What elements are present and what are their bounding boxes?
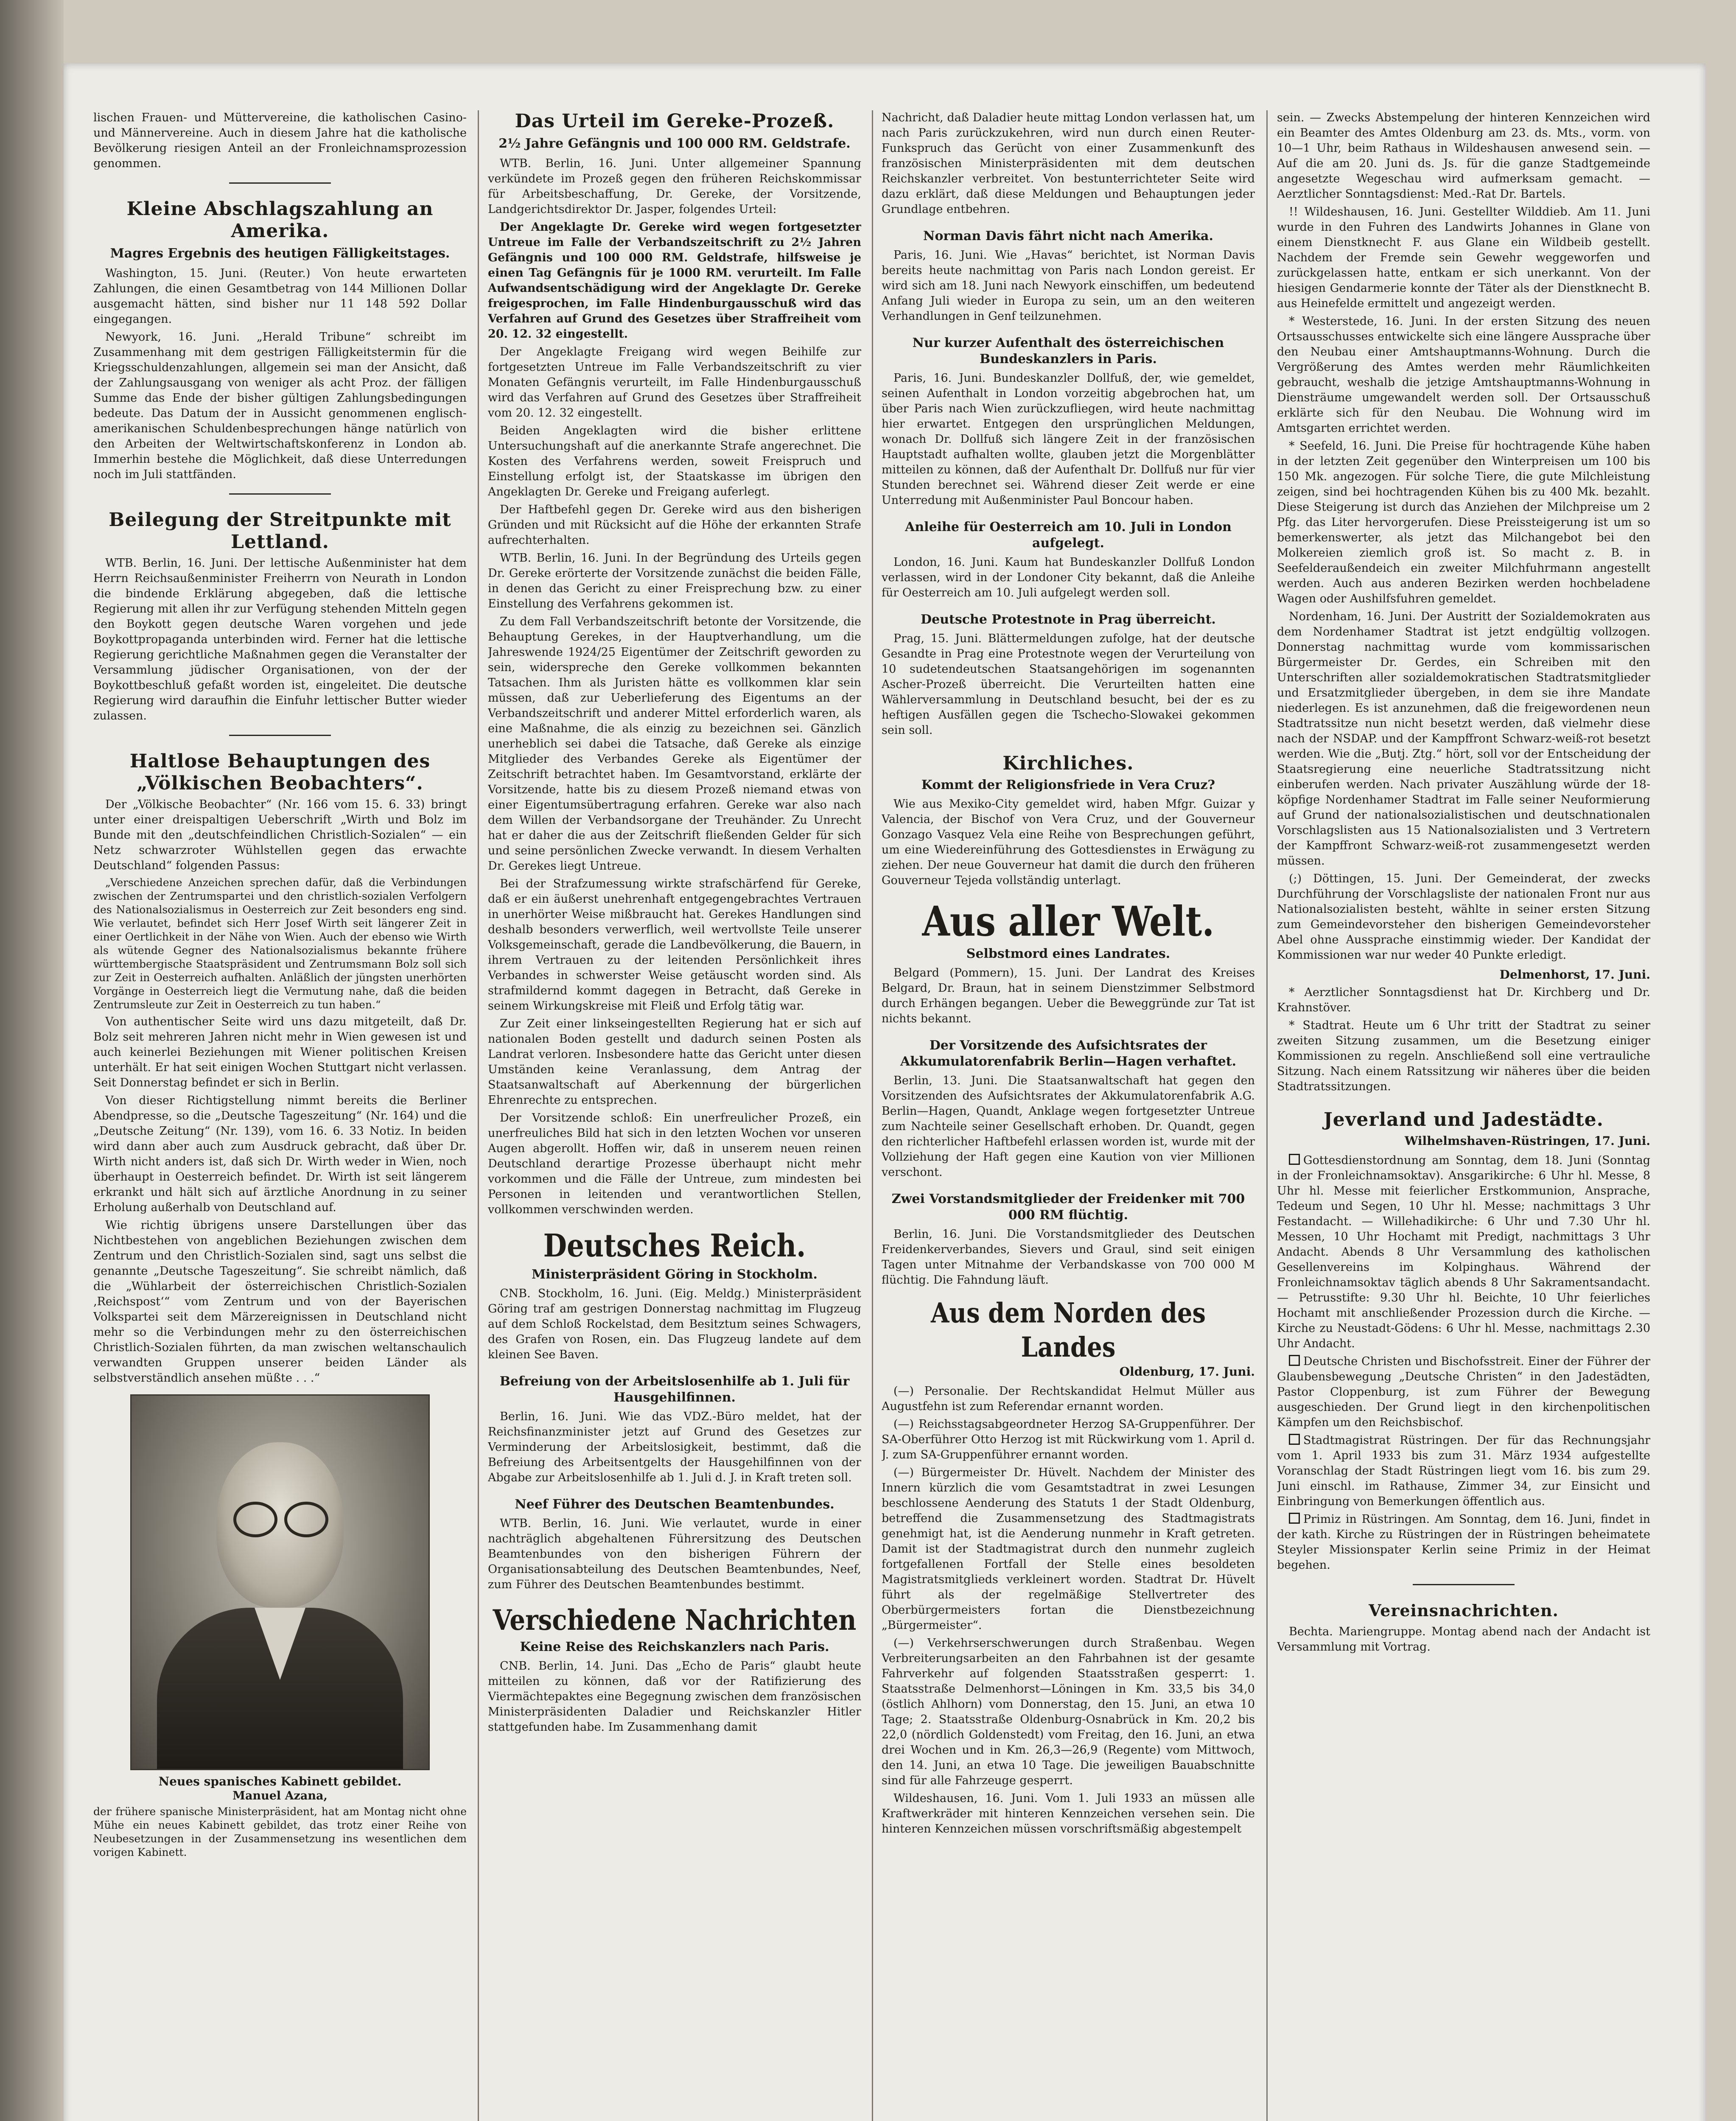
column-rule (1266, 110, 1268, 2121)
quoted-text: „Verschiedene Anzeichen sprechen dafür, daß die Verbindungen zwischen der Zentrumspartei und den christlich-sozialen Verfolgern des Nationalsozialismus in Oesterreich zur Zeit besonders eng sind. Wie verlautet, befindet sich Herr Josef Wirth seit längerer Zeit in einer Oertlichkeit in der Nähe von Wien. Auch der ebenso wie Wirth als wütende Gegner des Nationalsozialismus bekannte frühere württembergische Staatspräsident und Zentrumsmann Bolz soll sich zur Zeit in Oesterreich aufhalten. Anläßlich der jüngsten unerhörten Vorgänge in Oesterreich liegt die Vermutung nahe, daß die beiden Zentrumsleute zur Zeit in Oesterreich zu tun haben.“ (93, 876, 467, 1011)
newspaper-page (64, 64, 1705, 2121)
headline-lettland: Beilegung der Streitpunkte mit Lettland. (109, 509, 451, 553)
article-text: WTB. Berlin, 16. Juni. In der Begründung des Urteils gegen Dr. Gereke erörterte der Vorsitzende zunächst die beiden Fälle, in denen das Gericht zu einer Freisprechung bzw. zu einer Einstellung des Verfahrens gekommen ist. (488, 551, 861, 610)
article-text: * Stadtrat. Heute um 6 Uhr tritt der Stadtrat zu seiner zweiten Sitzung zusammen, um die Besetzung einiger Kommissionen zu regeln. Anschließend soll eine vertrauliche Sitzung. Nach einem Ratssitzung wir näheres über die beiden Stadtratssitzungen. (1277, 1019, 1650, 1093)
headline-gereke: Das Urteil im Gereke-Prozeß. (515, 110, 834, 132)
article-text: London, 16. Juni. Kaum hat Bundeskanzler Dollfuß London verlassen, wird in der Londoner City bekannt, daß die Anleihe für Oesterreich am 10. Juli aufgelegt werden soll. (882, 556, 1255, 599)
article-text: Von authentischer Seite wird uns dazu mitgeteilt, daß Dr. Bolz seit mehreren Jahren nicht mehr in Wien gewesen ist und auch keinerlei Beziehungen mit Wiener politischen Kreisen unterhält. Er hat seit einigen Wochen Stuttgart nicht verlassen. Seit Donnerstag befindet er sich in Berlin. (93, 1015, 467, 1089)
dateline: Delmenhorst, 17. Juni. (1499, 968, 1650, 982)
column-rule (872, 110, 873, 2121)
article-text: Berlin, 16. Juni. Wie das VDZ.-Büro meldet, hat der Reichsfinanzminister jetzt auf Grund des Gesetzes zur Verminderung der Arbeitslosigkeit, bestimmt, daß die Befreiung des Arbeitsentgelts der Hausgehilfinnen von der Abgabe zur Arbeitslosenhilfe ab 1. Juli d. J. in Kraft treten soll. (488, 1410, 861, 1484)
article-text: Washington, 15. Juni. (Reuter.) Von heute erwarteten Zahlungen, die einen Gesamtbetrag von 144 Millionen Dollar ausgemacht hätten, sind bisher nur 11 148 592 Dollar eingegangen. (93, 267, 467, 326)
photo-name: Manuel Azana, (232, 1789, 328, 1802)
bullet-box-icon (1289, 1513, 1300, 1524)
headline-goering: Ministerpräsident Göring in Stockholm. (532, 1267, 818, 1282)
bullet-box-icon (1289, 1434, 1300, 1445)
dateline: Oldenburg, 17. Juni. (1119, 1365, 1255, 1379)
article-text: Bei der Strafzumessung wirkte strafschärfend für Gereke, daß er ein äußerst unehrenhaft entgegengebrachtes Vertrauen in unerhörter Weise mißbraucht hat. Gerekes Handlungen sind deshalb besonders verwerflich, weil wertvollste Teile unserer Volksgemeinschaft, gerade die Landbevölkerung, die Bauern, in ihrem Vertrauen zu der leitenden Persönlichkeit ihres Verbandes in schwerster Weise getäuscht worden sind. Als strafmildernd kommt dagegen in Betracht, daß Gereke in seinem Wirkungskreise mit Fleiß und Erfolg tätig war. (488, 877, 861, 1013)
glasses-right (284, 1502, 328, 1537)
article-text: Paris, 16. Juni. Bundeskanzler Dollfuß, der, wie gemeldet, seinen Aufenthalt in London vorzeitig abgebrochen hat, um über Paris nach Wien zurückzufliegen, wird heute nachmittag hier erwartet. Entgegen den ursprünglichen Meldungen, wonach Dr. Dollfuß sich längere Zeit in der französischen Hauptstadt aufhalten wollte, glauben jetzt die Morgenblätter mitteilen zu können, daß der Aufenthalt Dr. Dollfuß nur für vier Stunden berechnet sei. Während dieser Zeit werde er eine Unterredung mit Außenminister Paul Boncour haben. (882, 372, 1255, 507)
headline-amerika: Kleine Abschlagszahlung an Amerika. (126, 198, 434, 242)
article-text: (—) Bürgermeister Dr. Hüvelt. Nachdem der Minister des Innern kürzlich die vom Gesamtstadtrat in zwei Lesungen beschlossene Aenderung des Statuts 1 der Stadt Oldenburg, betreffend die Zusammensetzung des Stadtmagistrats genehmigt hat, ist die Aenderung nunmehr in Kraft getreten. Damit ist der Stadtmagistrat durch den nunmehr zugleich fortgefallenen Fortfall der Stelle eines besoldeten Magistratsmitglieds verkleinert worden. Stadtrat Dr. Hüvelt führt als der regelmäßige Stellvertreter des Oberbürgermeisters fortan die Dienstbezeichnung „Bürgermeister“. (882, 1466, 1255, 1632)
section-kirchliches: Kirchliches. (1002, 753, 1134, 774)
article-text: !! Wildeshausen, 16. Juni. Gestellter Wilddieb. Am 11. Juni wurde in den Fuhren des Landwirts Johannes in Glane von einem Dienstknecht F. aus Glane ein Wildbeib gestellt. Nachdem der Fremde sein Gewehr weggeworfen und zurückgelassen hatte, entkam er sich unerkannt. Von der hiesigen Gendarmerie konnte der Täter als der Dienstknecht B. aus Heinefelde ermittelt und angezeigt werden. (1277, 205, 1650, 310)
verdict-text: Der Angeklagte Dr. Gereke wird wegen fortgesetzter Untreue im Falle der Verbandszeitschrift zu 2½ Jahren Gefängnis und 100 000 RM. Geldstrafe, hilfsweise je einen Tag Gefängnis für je 1000 RM. verurteilt. Im Falle Aufwandsentschädigung wird der Angeklagte Dr. Gereke freigesprochen, im Falle Hindenburgausschuß wird das Verfahren auf Grund des Gesetzes über Straffreiheit vom 20. 12. 32 eingestellt. (488, 221, 861, 341)
article-text: Der Angeklagte Freigang wird wegen Beihilfe zur fortgesetzten Untreue im Falle Verbandszeitschrift zu vier Monaten Gefängnis verurteilt, im Falle Hindenburgausschuß wird das Verfahren auf Grund des Gesetzes über Straffreiheit vom 20. 12. 32 eingestellt. (488, 345, 861, 420)
article-text: WTB. Berlin, 16. Juni. Unter allgemeiner Spannung verkündete im Prozeß gegen den früheren Reichskommissar für Arbeitsbeschaffung, Dr. Gereke, der Vorsitzende, Landgerichtsdirektor Dr. Jasper, folgendes Urteil: (488, 157, 861, 216)
article-text: Paris, 16. Juni. Wie „Havas“ berichtet, ist Norman Davis bereits heute nachmittag von Paris nach London gereist. Er wird sich am 18. Juni nach Newyork einschiffen, um bedeutend Anfang Juli wieder in Europa zu sein, um an den weiteren Verhandlungen in Genf teilzunehmen. (882, 249, 1255, 323)
book-binding (0, 0, 64, 2121)
article-text: Wildeshausen, 16. Juni. Vom 1. Juli 1933 an müssen alle Kraftwerkräder mit hinteren Kennzeichen versehen sein. Die hinteren Kennzeichen müssen vorschriftsmäßig abgestempelt (882, 1792, 1255, 1836)
column-4 (1277, 110, 1650, 2121)
section-vereinsnachrichten: Vereinsnachrichten. (1369, 1601, 1559, 1620)
article-text: Der „Völkische Beobachter“ (Nr. 166 vom 15. 6. 33) bringt unter einer dreispaltigen Ueberschrift „Wirth und Bolz im Bunde mit den „deutschfeindlichen Christlich-Sozialen“ — ein Netz schwarzroter Wühlstellen gegen das erwachte Deutschland“ folgenden Passus: (93, 798, 467, 872)
article-text: (—) Personalie. Der Rechtskandidat Helmut Müller aus Augustfehn ist zum Referendar ernannt worden. (882, 1385, 1255, 1413)
article-text: Prag, 15. Juni. Blättermeldungen zufolge, hat der deutsche Gesandte in Prag eine Protestnote wegen der Verurteilung von 10 sudetendeutschen Staatsangehörigen im sogenannten Ascher-Prozeß überreicht. Die Verurteilten hatten eine Wählerversammlung in Deutschland besucht, bei der es zu heftigen Ausfällen gegen die Tschecho-Slowakei gekommen sein soll. (882, 632, 1255, 737)
headline-selbstmord: Selbstmord eines Landrates. (966, 946, 1170, 961)
divider (1413, 1584, 1515, 1585)
column-2 (488, 110, 861, 2121)
column-1 (93, 110, 467, 2121)
article-text: Der Vorsitzende schloß: Ein unerfreulicher Prozeß, ein unerfreuliches Bild hat sich in den letzten Wochen vor unseren Augen abgerollt. Hoffen wir, daß in unserem neuen reinen Deutschland derartige Prozesse überhaupt nicht mehr vorkommen und die Fälle der Untreue, zum mindesten bei Personen in leitenden und verantwortlichen Stellen, vollkommen verschwinden werden. (488, 1111, 861, 1216)
article-text: Beiden Angeklagten wird die bisher erlittene Untersuchungshaft auf die anerkannte Strafe angerechnet. Die Kosten des Verfahrens werden, soweit Freispruch und Einstellung erfolgt ist, der Staatskasse im übrigen den Angeklagten Dr. Gereke und Freigang auferlegt. (488, 424, 861, 498)
divider (229, 182, 331, 184)
article-text: Der Haftbefehl gegen Dr. Gereke wird aus den bisherigen Gründen und mit Rücksicht auf die Höhe der erkannten Strafe aufrechterhalten. (488, 503, 861, 547)
photo-caption: Neues spanisches Kabinett gebildet. (158, 1774, 402, 1788)
article-text: Wie richtig übrigens unsere Darstellungen über das Nichtbestehen von angeblichen Beziehungen zwischen dem Zentrum und den Christlich-Sozialen sind, sagt uns selbst die genannte „Deutsche Tageszeitung“. Sie schreibt nämlich, daß die „Wühlarbeit der österreichischen Christlich-Sozialen ‚Reichspost‘“ vom Zentrum und von der Bayerischen Volkspartei seit dem Märzereignissen in Deutschland nicht mehr so die Verbindungen mehr zu den österreichischen Christlich-Sozialen führten, da man zwischen weltanschaulich verwandten Gruppen unserer beiden Länder als selbstverständlich ansehen müßte . . .“ (93, 1219, 467, 1385)
headline-beamtenbund: Neef Führer des Deutschen Beamtenbundes. (515, 1497, 834, 1512)
article-text: sein. — Zwecks Abstempelung der hinteren Kennzeichen wird ein Beamter des Amtes Oldenburg am 23. ds. Mts., vorm. von 10—1 Uhr, beim Rathaus in Wildeshausen anwesend sein. — Auf die am 20. Juni ds. Js. für die ganze Stadtgemeinde angesetzte Wegeschau wird aufmerksam gemacht. — Aerztlicher Sonntagsdienst: Med.-Rat Dr. Bartels. (1277, 111, 1650, 201)
divider (229, 493, 331, 495)
section-deutsches-reich: Deutsches Reich. (543, 1228, 806, 1265)
section-verschiedene-nachrichten: Verschiedene Nachrichten (493, 1603, 857, 1637)
divider (229, 735, 331, 736)
section-aus-aller-welt: Aus aller Welt. (922, 897, 1215, 946)
section-jeverland: Jeverland und Jadestädte. (1323, 1109, 1604, 1130)
article-text: Zu dem Fall Verbandszeitschrift betonte der Vorsitzende, die Behauptung Gerekes, in der Hauptverhandlung, um die Jahreswende 1924/25 Eigentümer der Zeitschrift geworden zu sein, widerspreche den Gereke vollkommen bekannten Tatsachen. Ihm als Juristen hätte es vollkommen klar sein müssen, daß zur Ueberlieferung des Eigentums an der Verbandszeitschrift und anderer Mittel erforderlich waren, als eine Maßnahme, die als einzig zu bezeichnen sei. Gänzlich unerheblich sei dabei die Tatsache, daß Gereke als einzige Mitglieder des Verbandes Gereke als Eigentümer der Zeitschrift betrachtet haben. Im Gesamtvorstand, erklärte der Vorsitzende, hatte bis zu diesem Prozeß niemand etwas von einer Eigentumsübertragung erfahren. Gereke war also nach dem Willen der Verbandsorgane der Treuhänder. Zu Unrecht hat er daher die aus der Zeitschrift fließenden Gelder für sich und seine persönlichen Zwecke verwandt. In diesem Verhalten Dr. Gerekes liegt Untreue. (488, 615, 861, 873)
portrait-photo (130, 1394, 430, 1770)
article-text: * Aerztlicher Sonntagsdienst hat Dr. Kirchberg und Dr. Krahnstöver. (1277, 986, 1650, 1014)
article-text: CNB. Berlin, 14. Juni. Das „Echo de Paris“ glaubt heute mitteilen zu können, daß vor der Ratifizierung des Viermächtepaktes eine Begegnung zwischen dem französischen Ministerpräsidenten Daladier und Reichskanzler Hitler stattgefunden habe. Im Zusammenhang damit (488, 1659, 861, 1734)
article-text: Berlin, 16. Juni. Die Vorstandsmitglieder des Deutschen Freidenkerverbandes, Sievers und Graul, sind seit einigen Tagen unter Mitnahme der Verbandskasse von 700 000 M flüchtig. Die Fahndung läuft. (882, 1228, 1255, 1287)
column-3 (882, 110, 1255, 2121)
subheadline: Magres Ergebnis des heutigen Fälligkeitstages. (110, 246, 450, 261)
article-text: Nachricht, daß Daladier heute mittag London verlassen hat, um nach Paris zurückzukehren, wird nun durch einen Reuter-Funkspruch das Gerücht von einer Zusammenkunft des französischen Ministerpräsidenten mit dem deutschen Reichskanzler verbreitet. Von bestunterrichteter Seite wird dazu erklärt, daß diese Meldungen und Behauptungen jeder Grundlage entbehren. (882, 111, 1255, 216)
article-text: Primiz in Rüstringen. Am Sonntag, dem 16. Juni, findet in der kath. Kirche zu Rüstringen der in Rüstringen beheimatete Steyler Missionspater Kerlin seine Primiz in der Heimat begehen. (1277, 1513, 1650, 1572)
article-text: Newyork, 16. Juni. „Herald Tribune“ schreibt im Zusammenhang mit dem gestrigen Fälligkeitstermin für die Kriegsschuldenzahlungen, allgemein sei man der Ansicht, daß der Zahlungsausgang von weniger als acht Proz. der fälligen Summe das Ende der bisher gültigen Zahlungsbedingungen bedeute. Das Datum der in Aussicht genommenen englisch-amerikanischen Schuldenbesprechungen hänge natürlich von den Arbeiten der Weltwirtschaftskonferenz in London ab. Immerhin bestehe die Möglichkeit, daß diese Unterredungen noch im Juli stattfänden. (93, 330, 467, 481)
article-text: WTB. Berlin, 16. Juni. Der lettische Außenminister hat dem Herrn Reichsaußenminister Freiherrn von Neurath in London die bindende Erklärung abgegeben, daß die lettische Regierung mit allen ihr zur Verfügung stehenden Mitteln gegen den Boykott gegen deutsche Waren vorgehen und jede Boykottpropaganda unterbinden wird. Ferner hat die lettische Regierung gerichtliche Maßnahmen gegen die Veranstalter der Versammlung jüdischer Organisationen, von der der Boykottbeschluß gefaßt worden ist, eingeleitet. Die deutsche Regierung wird daraufhin die Einfuhr lettischer Butter wieder zulassen. (93, 557, 467, 722)
headline-vera-cruz: Kommt der Religionsfriede in Vera Cruz? (921, 778, 1215, 792)
dateline: Wilhelmshaven-Rüstringen, 17. Juni. (1404, 1134, 1650, 1148)
article-text: Von dieser Richtigstellung nimmt bereits die Berliner Abendpresse, so die „Deutsche Tageszeitung“ (Nr. 164) und die „Deutsche Zeitung“ (Nr. 139), vom 16. 6. 33 Notiz. In beiden wird dann aber auch zum Ausdruck gebracht, daß über Dr. Wirth nicht anders ist, daß sich Dr. Wirth weder in Wien, noch überhaupt in Oesterreich befindet. Dr. Wirth ist seit längerem erkrankt und hält sich auf ärztliche Anordnung in zu seiner Erholung außerhalb von Deutschland auf. (93, 1094, 467, 1214)
article-text: (—) Verkehrserschwerungen durch Straßenbau. Wegen Verbreiterungsarbeiten an den Fahrbahnen ist der gesamte Fahrverkehr auf folgenden Staatsstraßen gesperrt: 1. Staatsstraße Delmenhorst—Löningen in Km. 33,5 bis 34,0 (östlich Ahlhorn) vom Donnerstag, den 15. Juni, an etwa 10 Tage; 2. Staatsstraße Oldenburg-Osnabrück in Km. 20,2 bis 22,0 (nördlich Goldenstedt) vom Freitag, den 16. Juni, an etwa drei Wochen und in Km. 26,3—26,9 (Regente) vom Mittwoch, den 14. Juni, an etwa 10 Tage. Die jeweiligen Bauabschnitte sind für alle Fahrzeuge gesperrt. (882, 1637, 1255, 1787)
headline-haltlose-behauptungen: Haltlose Behauptungen des „Völkischen Beobachters“. (129, 750, 431, 794)
article-text: Zur Zeit einer linkseingestellten Regierung hat er sich auf nationalen Boden gestellt und dadurch seinen Posten als Landrat verloren. Insbesondere hatte das Gericht unter diesen Umständen keine Veranlassung, dem Antrag der Staatsanwaltschaft auf Aberkennung der bürgerlichen Ehrenrechte zu entsprechen. (488, 1017, 861, 1107)
bullet-box-icon (1289, 1355, 1300, 1366)
headline-prag: Deutsche Protestnote in Prag überreicht. (921, 612, 1216, 627)
column-rule (478, 110, 479, 2121)
headline-norman-davis: Norman Davis fährt nicht nach Amerika. (923, 229, 1213, 243)
article-text: Stadtmagistrat Rüstringen. Der für das Rechnungsjahr vom 1. April 1933 bis zum 31. März 1934 aufgestellte Voranschlag der Stadt Rüstringen liegt vom 16. bis zum 29. Juni einschl. im Rathause, Zimmer 34, zur Einsicht und Einbringung von Bemerkungen öffentlich aus. (1277, 1434, 1650, 1508)
article-text: Gottesdienstordnung am Sonntag, dem 18. Juni (Sonntag in der Fronleichnamsoktav). Ansgarikirche: 6 Uhr hl. Messe, 8 Uhr hl. Messe mit feierlicher Erstkommunion, Ansprache, Tedeum und Segen, 10 Uhr hl. Messe; nachmittags 3 Uhr Festandacht. — Willehadikirche: 6 Uhr und 7.30 Uhr hl. Messen, 10 Uhr Hochamt mit Predigt, nachmittags 3 Uhr Andacht. Abends 8 Uhr Versammlung des katholischen Gesellenvereins im Kolpinghaus. Während der Fronleichnamsoktav täglich abends 8 Uhr Sakramentsandacht. — Petrusstifte: 9.30 Uhr hl. Beichte, 10 Uhr feierliches Hochamt mit anschließender Prozession durch die Kirche. — Kirche zu Neustadt-Gödens: 6 Uhr hl. Messe, nachmittags 2.30 Uhr Andacht. (1277, 1154, 1650, 1350)
section-aus-dem-norden: Aus dem Norden des Landes (930, 1297, 1206, 1364)
bullet-box-icon (1289, 1154, 1300, 1165)
article-text: Nordenham, 16. Juni. Der Austritt der Sozialdemokraten aus dem Nordenhamer Stadtrat ist jetzt endgültig vollzogen. Donnerstag nachmittag wurde vom kommissarischen Bürgermeister Dr. Gerdes, ein Schreiben mit den Unterschriften aller sozialdemokratischen Stadtratsmitglieder und Ersatzmitglieder übergeben, in dem sie ihre Mandate niederlegen. Es ist anzunehmen, daß die freigewordenen neun Stadtratssitze nun nicht besetzt werden, daß vielmehr diese nach der NSDAP. und der Kampffront Schwarz-weiß-rot besetzt werden. Wie die „Butj. Ztg.“ hört, soll vor der Entscheidung der Staatsregierung eine neuerliche Stadtratssitzung nicht einberufen werden. Nach privater Auszählung würde der 18-köpfige Nordenhamer Stadtrat im Falle seiner Neuformierung auf Grund der nationalsozialistischen und deutschnationalen Vorschlagslisten aus 15 Nationalsozialisten und 3 Vertretern der Kampffront Schwarz-weiß-rot zusammengesetzt werden müssen. (1277, 610, 1650, 867)
article-text: Belgard (Pommern), 15. Juni. Der Landrat des Kreises Belgard, Dr. Braun, hat in seinem Dienstzimmer Selbstmord durch Erhängen begangen. Ueber die Beweggründe zur Tat ist nichts bekannt. (882, 966, 1255, 1025)
article-text: * Seefeld, 16. Juni. Die Preise für hochtragende Kühe haben in der letzten Zeit gegenüber den Winterpreisen um 100 bis 150 Mk. angezogen. Für solche Tiere, die gute Milchleistung zeigen, sind bei hochtragenden Kühen bis zu 400 Mk. bezahlt. Diese Steigerung ist durch das Anziehen der Milchpreise um 2 Pfg. das Liter hervorgerufen. Diese Preissteigerung ist um so bemerkenswerter, als jetzt das Milchangebot bei den Molkereien ziemlich groß ist. So macht z. B. in Seefelderaußendeich ein zweiter Milchfuhrmann angestellt werden. Auch aus anderen Bezirken werden hochbeladene Wagen oder Aushilfsfuhren gemeldet. (1277, 439, 1650, 605)
subheadline: 2½ Jahre Gefängnis und 100 000 RM. Geldstrafe. (498, 136, 851, 151)
article-text: WTB. Berlin, 16. Juni. Wie verlautet, wurde in einer nachträglich abgehaltenen Führersitzung des Deutschen Beamtenbundes von den bisherigen Führern der Organisationsabteilung des Deutschen Beamtenbundes, Neef, zum Führer des Deutschen Beamtenbundes bestimmt. (488, 1517, 861, 1591)
headline-dollfuss: Nur kurzer Aufenthalt des österreichischen Bundeskanzlers in Paris. (912, 336, 1224, 367)
headline-freidenker: Zwei Vorstandsmitglieder der Freidenker mit 700 000 RM flüchtig. (891, 1192, 1245, 1223)
headline-reise: Keine Reise des Reichskanzlers nach Paris. (520, 1640, 829, 1654)
glasses-left (233, 1502, 277, 1537)
article-text: Bechta. Mariengruppe. Montag abend nach der Andacht ist Versammlung mit Vortrag. (1277, 1625, 1650, 1654)
article-text: Berlin, 13. Juni. Die Staatsanwaltschaft hat gegen den Vorsitzenden des Aufsichtsrates der Akkumulatorenfabrik A.G. Berlin—Hagen, Quandt, Anklage wegen fortgesetzter Untreue zum Nachteile seiner Gesellschaft erhoben. Dr. Quandt, gegen den richterlicher Haftbefehl erlassen worden ist, wurde mit der Vollziehung der Haft gegen eine Kaution von vier Millionen verschont. (882, 1074, 1255, 1179)
article-text: * Westerstede, 16. Juni. In der ersten Sitzung des neuen Ortsausschusses entwickelte sich eine längere Aussprache über den Neubau einer Amtshauptmanns-Wohnung. Durch die Vergrößerung des Amtes werden mehr Räumlichkeiten gebraucht, weshalb die jetzige Amtshauptmanns-Wohnung in Diensträume umgewandelt werden soll. Der Ortsausschuß erklärte sich für den Neubau. Die Wohnung wird im Amtsgarten errichtet werden. (1277, 315, 1650, 435)
headline-akkumulatorenfabrik: Der Vorsitzende des Aufsichtsrates der Akkumulatorenfabrik Berlin—Hagen verhaftet. (900, 1038, 1237, 1069)
article-text: CNB. Stockholm, 16. Juni. (Eig. Meldg.) Ministerpräsident Göring traf am gestrigen Donnerstag nachmittag im Flugzeug auf dem Schloß Rockelstad, dem Besitztum seines Schwagers, des Grafen von Rosen, ein. Das Flugzeug landete auf dem kleinen See Baven. (488, 1287, 861, 1361)
article-text: Wie aus Mexiko-City gemeldet wird, haben Mfgr. Guizar y Valencia, der Bischof von Vera Cruz, und der Gouverneur Gonzago Vasquez Vela eine Reihe von Besprechungen geführt, um eine Wiedereinführung des Gottesdienstes in Erwägung zu ziehen. Der neue Gouverneur hat damit die durch den früheren Gouverneur Tejeda vollständig unterlagt. (882, 797, 1255, 887)
headline-arbeitslosenhilfe: Befreiung von der Arbeitslosenhilfe ab 1. Juli für Hausgehilfinnen. (499, 1374, 850, 1405)
article-text: Deutsche Christen und Bischofsstreit. Einer der Führer der Glaubensbewegung „Deutsche Christen“ in den Jadestädten, Pastor Cloppenburg, ist zum Führer der Bewegung ausgeschieden. Der Grund liegt in den kirchenpolitischen Kämpfen um den Reichsbischof. (1277, 1355, 1650, 1429)
article-text: (—) Reichsstagsabgeordneter Herzog SA-Gruppenführer. Der SA-Oberführer Otto Herzog ist mit Rückwirkung vom 1. April d. J. zum SA-Gruppenführer ernannt worden. (882, 1418, 1255, 1461)
article-text: lischen Frauen- und Müttervereine, die katholischen Casino- und Männervereine. Auch in diesem Jahre hat die katholische Bevölkerung riesigen Anteil an der Fronleichnamsprozession genommen. (93, 111, 467, 170)
photo-text: der frühere spanische Ministerpräsident, hat am Montag nicht ohne Mühe ein neues Kabinett gebildet, das trotz einer Reihe von Neubesetzungen in der Zusammensetzung ins wesentlichen dem vorigen Kabinett. (93, 1805, 467, 1858)
headline-anleihe: Anleihe für Oesterreich am 10. Juli in London aufgelegt. (905, 520, 1232, 551)
article-text: (;) Döttingen, 15. Juni. Der Gemeinderat, der zwecks Durchführung der Vorschlagsliste der nationalen Front nur aus Nationalsozialisten besteht, wählte in seiner ersten Sitzung zum Gemeindevorsteher den bisherigen Gemeindevorsteher Abel ohne Aussprache einstimmig wieder. Der Kandidat der Kommissionen war nur weder 40 Punkte erledigt. (1277, 872, 1650, 962)
